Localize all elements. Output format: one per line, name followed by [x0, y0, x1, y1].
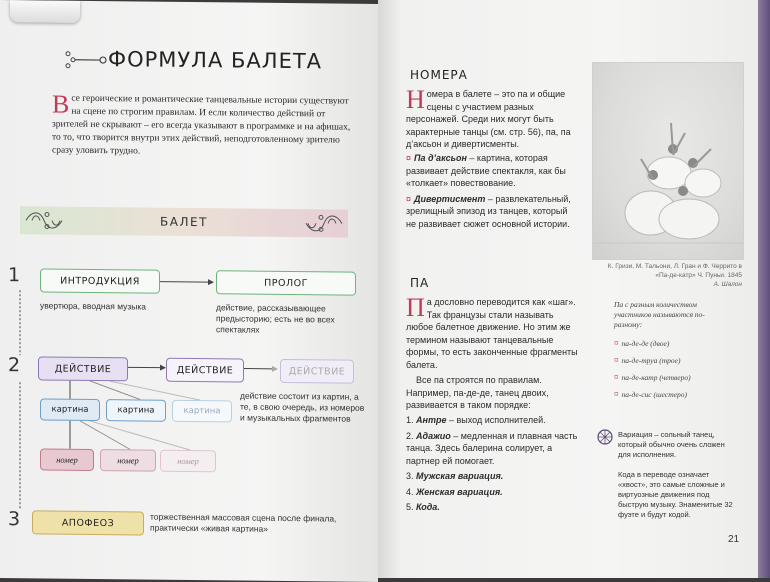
act-label-1: ДЕЙСТВИЕ	[55, 363, 112, 375]
numbers-item	[406, 193, 576, 231]
number-box-1	[40, 448, 94, 471]
pa-step-term: Антре	[416, 415, 446, 425]
apotheosis-box	[32, 510, 144, 535]
intro-note: увертюра, вводная музыка	[40, 300, 150, 312]
number-label-2: номер	[117, 455, 139, 465]
pa-steps	[406, 414, 578, 514]
scene-box-1	[40, 398, 100, 421]
act-box-2	[166, 358, 244, 383]
intro-text: се героические и романтические танцевальные истории существуют на сцене по строгим правилам. И если количество действий от зрителей не скрывают – его всегда указывают в программке и на афишах, то то, что творится внутри этих действий, неподготовленному зрителю сразу уловить трудно.	[52, 94, 350, 157]
side-list-item	[614, 355, 734, 366]
left-page	[0, 0, 378, 582]
coda-note: Кода в переводе означает «хвост», это самые сложные и виртуозные движения под быструю музыку. Знаменитые 32 фуэте и будут кодой.	[618, 470, 736, 520]
numbers-list	[406, 152, 576, 230]
side-list	[614, 338, 734, 400]
apotheosis-label: АПОФЕОЗ	[62, 517, 114, 529]
act-box-3	[280, 359, 354, 384]
pa-step-number: 3.	[406, 471, 414, 481]
scene-box-2	[106, 399, 166, 422]
side-list-item	[614, 389, 734, 400]
pa-step	[406, 486, 578, 499]
step-number-3: 3	[8, 508, 20, 530]
page-number: 21	[728, 534, 739, 545]
ballerinas-illustration	[593, 63, 743, 259]
scene-label-1: картина	[52, 405, 89, 415]
pa-step-text: – медленная и плавная часть танца. Здесь балерина солирует, а партнер ей помогает.	[406, 431, 577, 466]
number-box-2	[100, 449, 156, 472]
pa-step-term: Мужская вариация.	[416, 471, 503, 481]
side-list-item	[614, 372, 734, 383]
apotheosis-note: торжественная массовая сцена после финала, практически «живая картина»	[150, 512, 362, 536]
bullet-icon: ¤	[406, 153, 411, 163]
act-box-1	[38, 356, 128, 381]
numbers-item	[406, 152, 576, 190]
act-note: действие состоит из картин, а те, в свою очередь, из номеров и музыкальных фрагментов	[240, 391, 368, 425]
bullet-icon: ¤	[614, 389, 619, 399]
numbers-heading: НОМЕРА	[410, 68, 468, 82]
pa-step	[406, 470, 578, 483]
pa-step	[406, 414, 578, 427]
variation-note: Вариация – сольный танец, который обычно очень сложен для исполнения.	[618, 430, 730, 460]
number-box-3	[160, 450, 216, 473]
number-label-3: номер	[177, 456, 199, 466]
prolog-box-label: ПРОЛОГ	[264, 277, 308, 288]
pa-heading: ПА	[410, 276, 429, 290]
side-list-item	[614, 338, 734, 349]
act-label-2: ДЕЙСТВИЕ	[177, 364, 234, 376]
pa-dropcap: П	[406, 297, 425, 319]
ballet-lithograph-image	[592, 62, 744, 260]
pa-step-term: Женская вариация.	[416, 487, 503, 497]
pa-step-term: Адажио	[416, 431, 451, 441]
intro-box-label: ИНТРОДУКЦИЯ	[60, 275, 140, 287]
step-number-2: 2	[8, 354, 20, 376]
pa-step	[406, 430, 578, 468]
ornament-star-icon	[596, 428, 614, 446]
numbers-item-text: – развлекательный, зрелищный эпизод из танцев, который не развивает сюжет основной истории.	[406, 194, 571, 229]
number-label-1: номер	[56, 455, 78, 465]
scene-label-2: картина	[118, 405, 155, 415]
side-list-text: па-де-катр (четверо)	[622, 373, 691, 382]
act-label-3: ДЕЙСТВИЕ	[289, 366, 346, 378]
pa-paragraph-2: Все па строятся по правилам. Например, па-де-де, танец двоих, развивается в таком порядке:	[406, 374, 578, 412]
pa-step	[406, 501, 578, 514]
pa-text: а дословно переводится как «шаг». Так французы стали называть любое балетное движение. Но этим же термином называют танцевальные формы, то есть законченные фрагменты балета.	[406, 297, 578, 370]
numbers-dropcap: Н	[406, 89, 425, 111]
cover-edge	[758, 0, 770, 578]
bullet-icon: ¤	[614, 338, 619, 348]
side-list-text: па-де-сис (шестеро)	[622, 390, 687, 399]
pa-step-term: Кода.	[416, 502, 440, 512]
pa-step-number: 4.	[406, 487, 414, 497]
scene-label-3: картина	[184, 406, 221, 416]
numbers-item-term: Па д’аксьон	[414, 153, 467, 163]
pa-step-number: 1.	[406, 415, 414, 425]
numbers-text: омера в балете – это па и общие сцены с участием разных персонажей. Среди них могут быть характерные танцы (см. стр. 56), па, па д’аксьон и дивертисменты.	[406, 89, 571, 149]
side-list-text: па-де-де (двое)	[622, 339, 670, 348]
pa-step-number: 2.	[406, 431, 414, 441]
photo-credit: А. Шалон	[592, 280, 742, 289]
bullet-icon: ¤	[614, 372, 619, 382]
scene-box-3	[172, 400, 232, 423]
pa-paragraph	[406, 296, 578, 371]
step-number-1: 1	[8, 264, 20, 286]
intro-dropcap: В	[52, 94, 69, 116]
side-note: Па с разным количеством участников называются по-разному:	[614, 300, 724, 330]
pa-step-text: – выход исполнителей.	[446, 415, 545, 425]
intro-box	[40, 268, 160, 293]
side-list-text: па-де-труа (трое)	[622, 356, 681, 365]
page-title: ФОРМУЛА БАЛЕТА	[108, 47, 322, 73]
diagram-header-label: БАЛЕТ	[160, 215, 208, 230]
numbers-item-term: Дивертисмент	[414, 194, 485, 204]
pa-step-number: 5.	[406, 502, 414, 512]
numbers-paragraph	[406, 88, 574, 151]
bullet-icon: ¤	[614, 355, 619, 365]
prolog-box	[216, 270, 356, 295]
prolog-note: действие, рассказывающее предысторию; есть не во всех спектаклях	[216, 302, 366, 337]
photo-caption: К. Гризи, М. Тальони, Л. Гран и Ф. Черрито в «Па-де-катр» Ч. Пуньи. 1845	[592, 262, 742, 280]
bullet-icon: ¤	[406, 194, 411, 204]
numbers-item-text: – картина, которая развивает действие спектакля, как бы «толкает» повествование.	[406, 153, 566, 188]
